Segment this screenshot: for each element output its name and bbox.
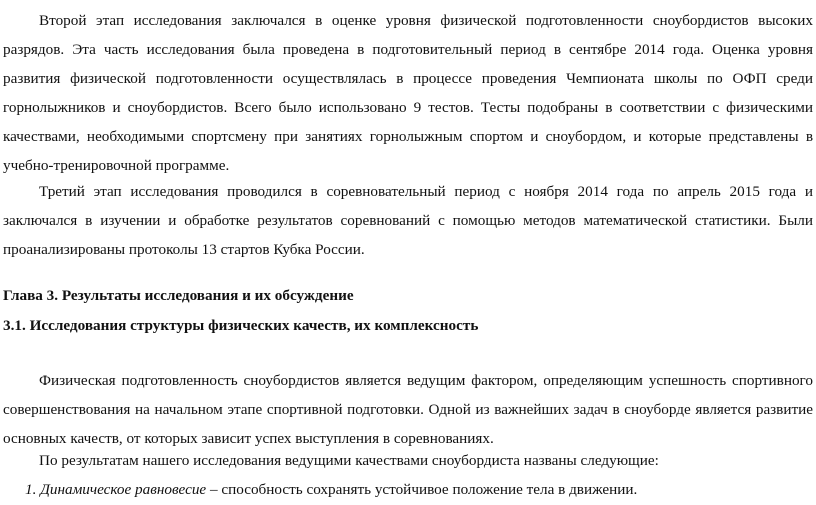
chapter-heading: Глава 3. Результаты исследования и их обсуждение	[3, 287, 354, 304]
list-item-definition: – способность сохранять устойчивое положение тела в движении.	[206, 481, 638, 498]
paragraph-third-stage: Третий этап исследования проводился в соревновательный период с ноября 2014 года по апрель 2015 года и заключался в изучении и обработке результатов соревнований с помощью методов математической статистики. Были проанализированы протоколы 13 стартов Кубка России.	[3, 183, 813, 258]
paragraph-physical-preparedness: Физическая подготовленность сноубордистов является ведущим фактором, определяющим успешность спортивного совершенствования на начальном этапе спортивной подготовки. Одной из важнейших задач в сноуборде является развитие основных качеств, от которых зависит успех выступления в соревнованиях.	[3, 372, 813, 447]
paragraph-leading-qualities: По результатам нашего исследования ведущими качествами сноубордиста названы следующие:	[39, 452, 659, 469]
paragraph-second-stage: Второй этап исследования заключался в оценке уровня физической подготовленности сноубордистов высоких разрядов. Эта часть исследования была проведена в подготовительный период в сентябре 2014 года. Оценка уровня развития физической подготовленности осуществлялась в процессе проведения Чемпионата школы по ОФП среди горнолыжников и сноубордистов. Всего было использовано 9 тестов. Тесты подобраны в соответствии с физическими качествами, необходимыми спортсмену при занятиях горнолыжным спортом и сноубордом, и которые представлены в учебно-тренировочной программе.	[3, 12, 813, 174]
section-heading: 3.1. Исследования структуры физических качеств, их комплексность	[3, 317, 479, 334]
list-item-term: 1. Динамическое равновесие	[25, 481, 207, 498]
list-item-dynamic-balance	[25, 480, 637, 500]
